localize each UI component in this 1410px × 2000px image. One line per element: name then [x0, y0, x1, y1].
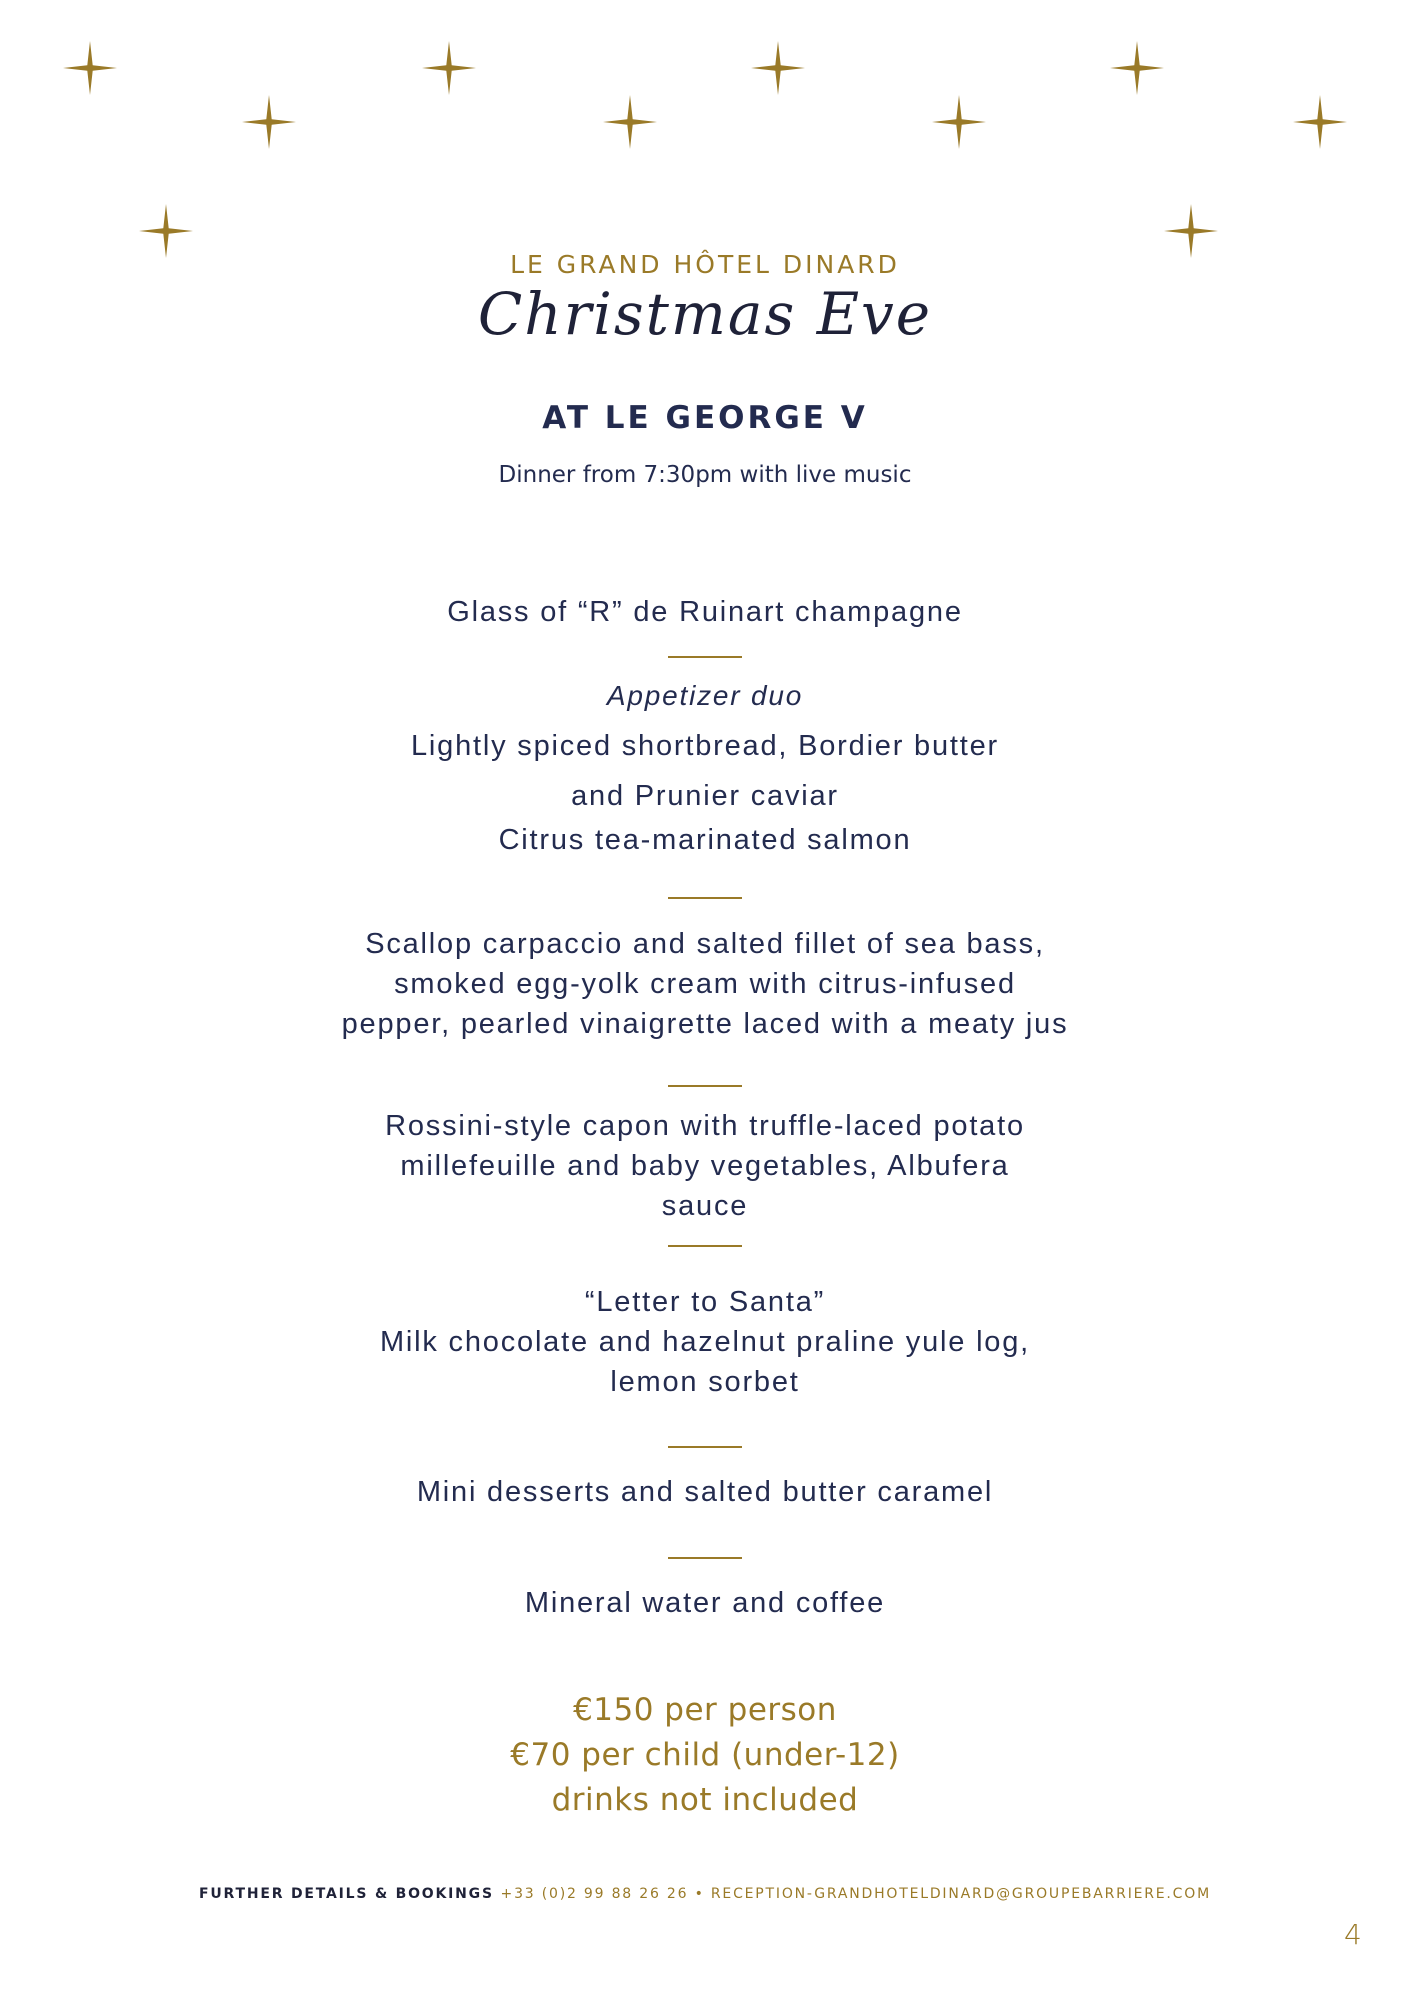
divider: [668, 897, 742, 899]
menu-item-dessert: Milk chocolate and hazelnut praline yule log,: [379, 1326, 1031, 1358]
star-icon: [751, 41, 805, 95]
menu-item-dessert: “Letter to Santa”: [584, 1286, 826, 1318]
menu-item-main: Rossini-style capon with truffle-laced potato: [385, 1110, 1025, 1142]
menu-item-starter: Scallop carpaccio and salted fillet of sea bass,: [365, 928, 1045, 960]
star-icon: [242, 95, 296, 149]
menu-item-appetizer: Citrus tea-marinated salmon: [498, 824, 912, 856]
star-icon: [1293, 95, 1347, 149]
price-child: €70 per child (under-12): [510, 1737, 900, 1773]
price-note: drinks not included: [551, 1782, 859, 1818]
divider: [668, 1085, 742, 1087]
footer-contact-details[interactable]: +33 (0)2 99 88 26 26 • RECEPTION-GRANDHOTELDINARD@GROUPEBARRIERE.COM: [500, 1886, 1211, 1902]
footer-label: FURTHER DETAILS & BOOKINGS: [199, 1886, 494, 1902]
star-icon: [1110, 41, 1164, 95]
page-number: 4: [1344, 1918, 1362, 1951]
menu-item-main: sauce: [661, 1190, 749, 1222]
hotel-name: LE GRAND HÔTEL DINARD: [510, 250, 900, 279]
appetizer-heading: Appetizer duo: [606, 680, 804, 711]
menu-item-drinks: Mineral water and coffee: [524, 1587, 886, 1619]
menu-item-appetizer: Lightly spiced shortbread, Bordier butter: [410, 730, 1000, 762]
star-icon: [932, 95, 986, 149]
star-icon: [603, 95, 657, 149]
footer-contact: [0, 1886, 1410, 1902]
menu-item-dessert: lemon sorbet: [610, 1366, 800, 1398]
divider: [668, 1557, 742, 1559]
event-title: Christmas Eve: [477, 280, 933, 348]
divider: [668, 1245, 742, 1247]
menu-item-appetizer: and Prunier caviar: [571, 780, 839, 812]
star-icon: [422, 41, 476, 95]
divider: [668, 656, 742, 658]
venue-heading: AT LE GEORGE V: [542, 400, 868, 436]
menu-item-mignardises: Mini desserts and salted butter caramel: [416, 1476, 994, 1508]
menu-item-starter: smoked egg-yolk cream with citrus-infused: [394, 968, 1016, 1000]
star-icon: [63, 41, 117, 95]
menu-item-starter: pepper, pearled vinaigrette laced with a meaty jus: [341, 1008, 1069, 1040]
menu-item-main: millefeuille and baby vegetables, Albufera: [400, 1150, 1010, 1182]
price-adult: €150 per person: [573, 1692, 837, 1728]
menu-item-aperitif: Glass of “R” de Ruinart champagne: [447, 596, 963, 628]
divider: [668, 1446, 742, 1448]
dinner-subtitle: Dinner from 7:30pm with live music: [498, 462, 912, 488]
